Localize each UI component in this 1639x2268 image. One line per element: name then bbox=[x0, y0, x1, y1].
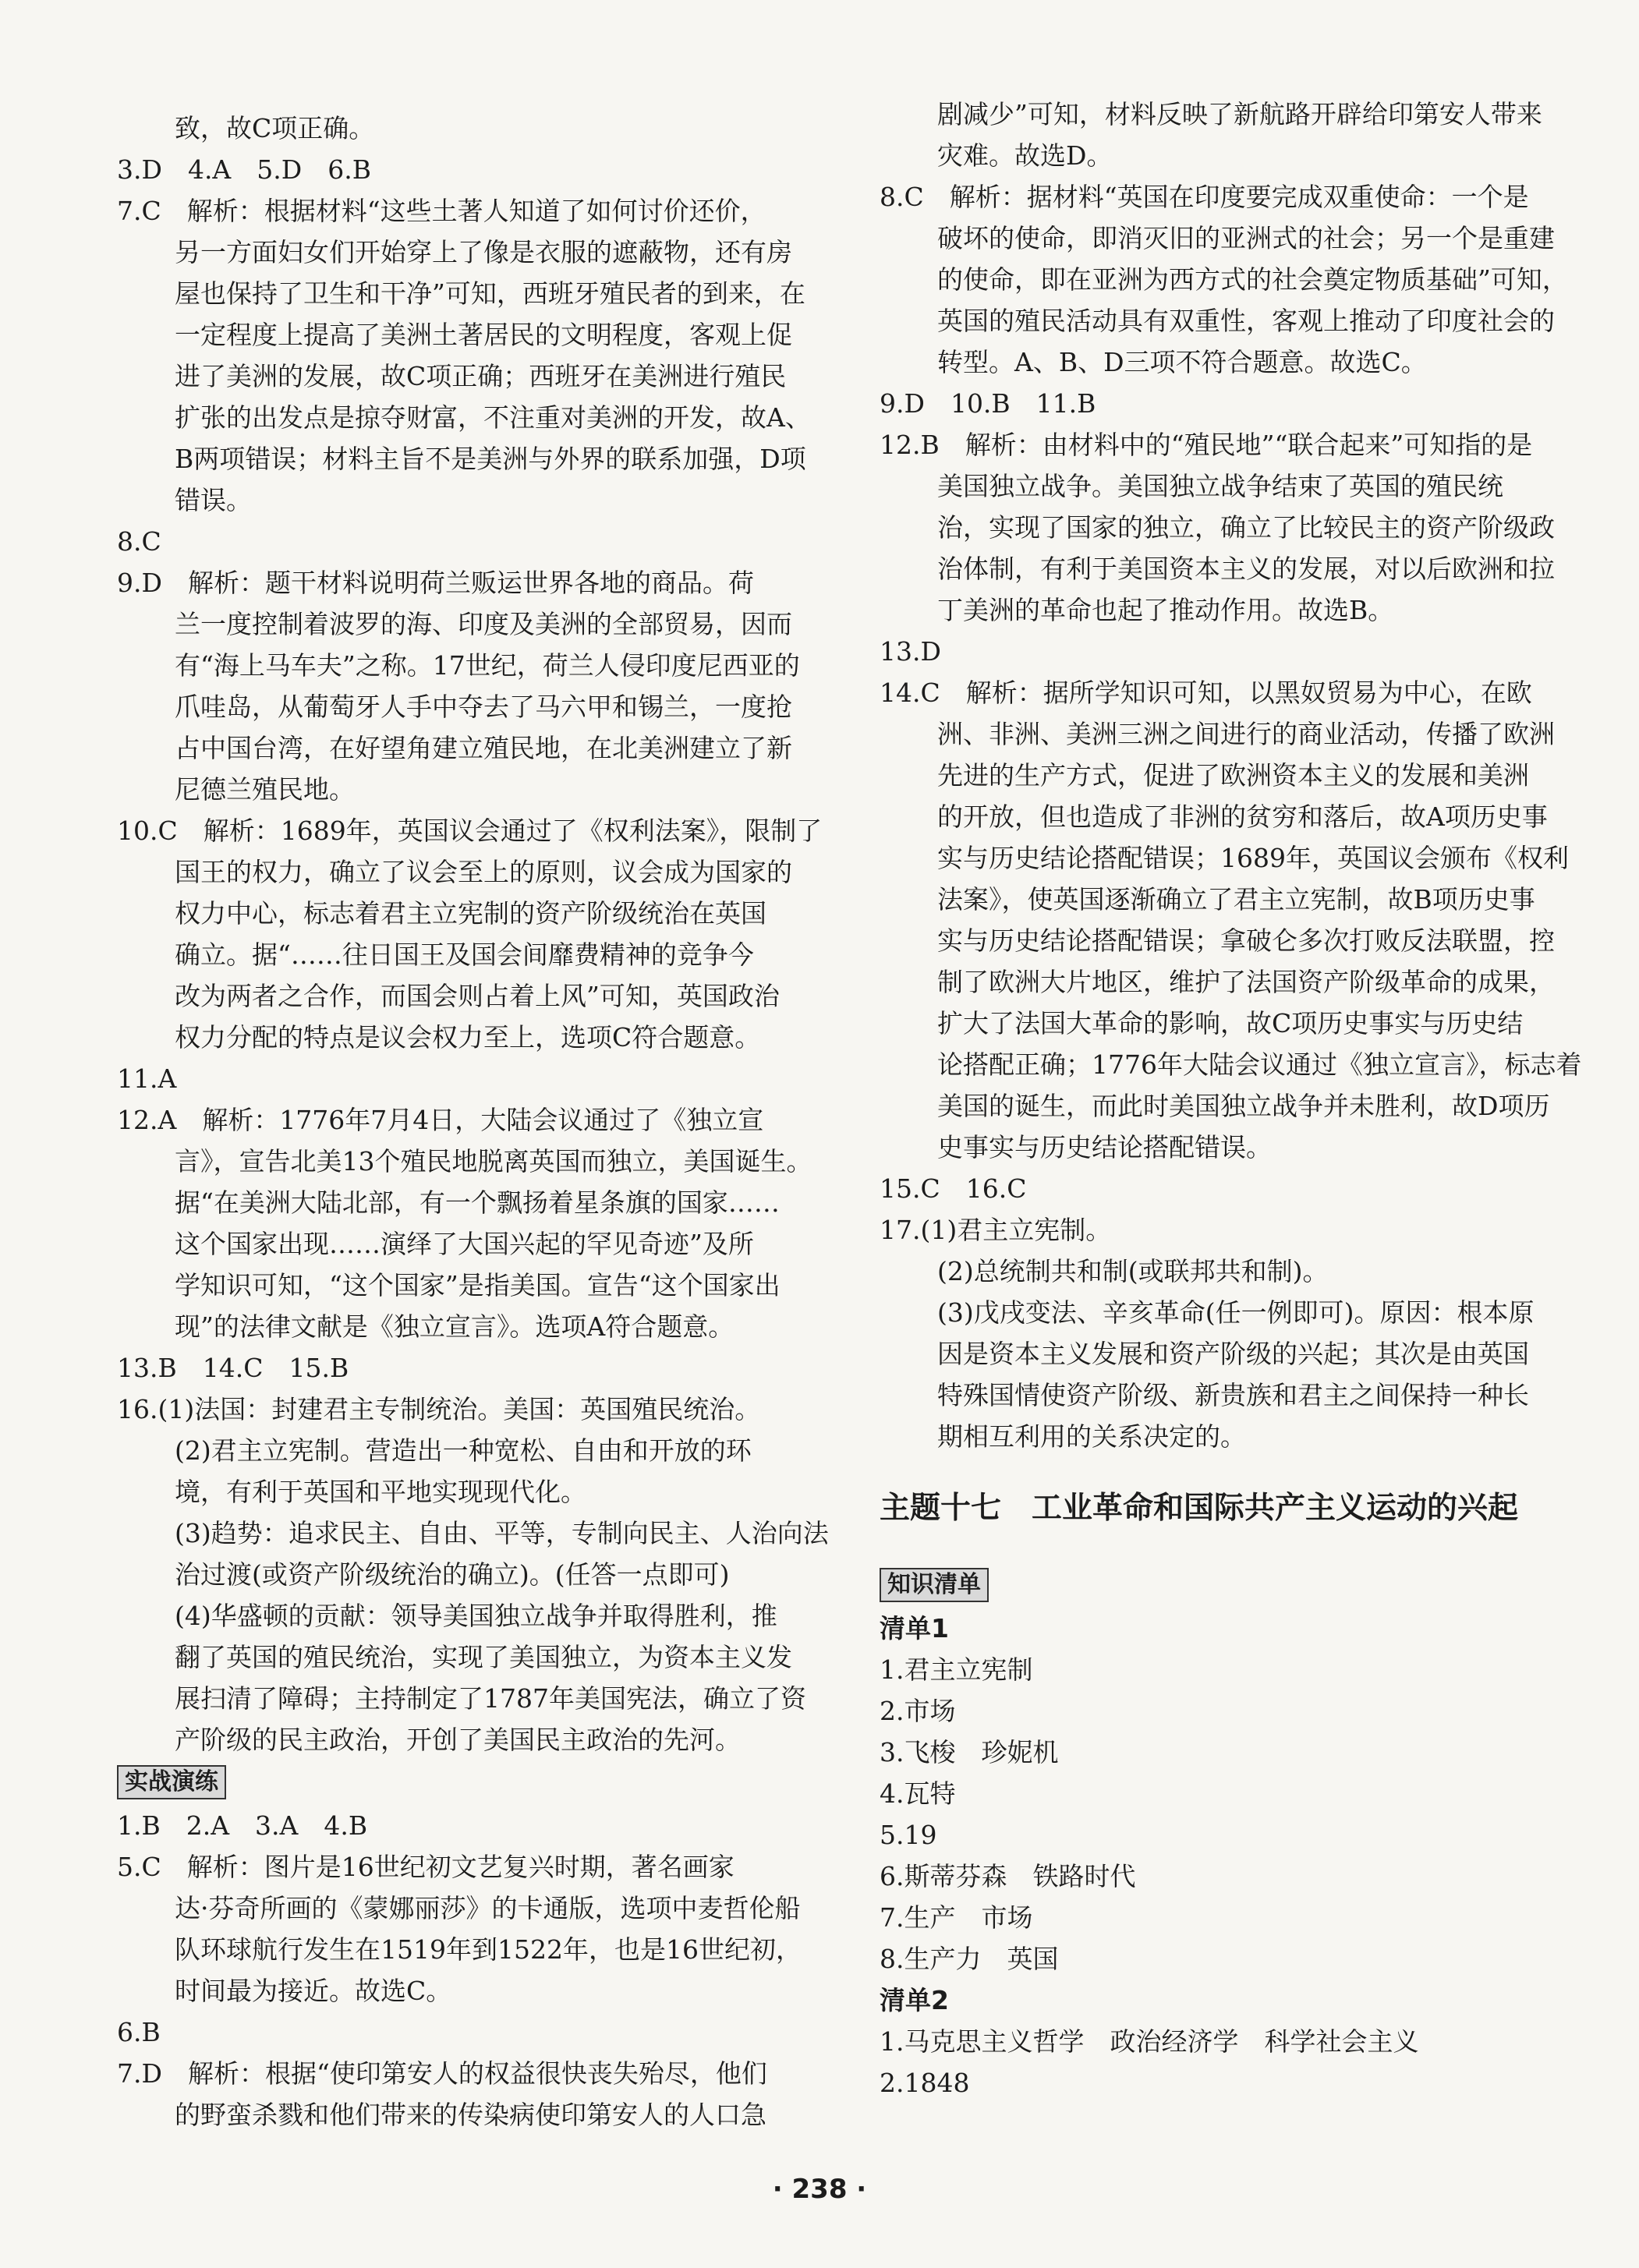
answer-line: 15.C 16.C bbox=[880, 1173, 1027, 1204]
answer-line: 1.君主立宪制 bbox=[880, 1654, 1033, 1685]
answer-line: 确立。据“……往日国王及国会间靡费精神的竞争今 bbox=[175, 939, 754, 970]
answer-line: 这个国家出现……演绎了大国兴起的罕见奇迹”及所 bbox=[175, 1229, 754, 1259]
list-heading: 清单1 bbox=[880, 1613, 949, 1644]
answer-line: 9.D 解析：题干材料说明荷兰贩运世界各地的商品。荷 bbox=[117, 568, 754, 598]
answer-line: 13.B 14.C 15.B bbox=[117, 1353, 349, 1383]
answer-line: 展扫清了障碍；主持制定了1787年美国宪法，确立了资 bbox=[175, 1683, 806, 1714]
answer-line: 爪哇岛，从葡萄牙人手中夺去了马六甲和锡兰，一度抢 bbox=[175, 692, 792, 722]
answer-line: 9.D 10.B 11.B bbox=[880, 388, 1096, 419]
answer-line: 7.生产 市场 bbox=[880, 1902, 1033, 1933]
answer-line: (2)君主立宪制。营造出一种宽松、自由和开放的环 bbox=[175, 1435, 752, 1466]
answer-line: 法案》，使英国逐渐确立了君主立宪制，故B项历史事 bbox=[937, 884, 1535, 915]
answer-line: 的使命，即在亚洲为西方式的社会奠定物质基础”可知， bbox=[937, 264, 1568, 295]
list-heading: 清单2 bbox=[880, 1985, 949, 2015]
answer-line: 另一方面妇女们开始穿上了像是衣服的遮蔽物，还有房 bbox=[175, 237, 792, 267]
answer-line: 达·芬奇所画的《蒙娜丽莎》的卡通版，选项中麦哲伦船 bbox=[175, 1893, 801, 1923]
answer-line: (3)戊戌变法、辛亥革命(任一例即可)。原因：根本原 bbox=[937, 1297, 1535, 1328]
answer-line: 学知识可知，“这个国家”是指美国。宣告“这个国家出 bbox=[175, 1270, 781, 1300]
answer-line: 6.B bbox=[117, 2017, 161, 2047]
section-badge: 知识清单 bbox=[880, 1568, 989, 1602]
answer-line: 7.D 解析：根据“使印第安人的权益很快丧失殆尽，他们 bbox=[117, 2058, 767, 2089]
section-badge-row bbox=[880, 1563, 1605, 1608]
answer-line: 10.C 解析：1689年，英国议会通过了《权利法案》，限制了 bbox=[117, 816, 823, 846]
answer-line: 丁美洲的革命也起了推动作用。故选B。 bbox=[937, 595, 1394, 625]
answer-line: (3)趋势：追求民主、自由、平等，专制向民主、人治向法 bbox=[175, 1518, 829, 1548]
answer-line: 尼德兰殖民地。 bbox=[175, 774, 355, 805]
answer-line: (4)华盛顿的贡献：领导美国独立战争并取得胜利，推 bbox=[175, 1601, 777, 1631]
answer-line: 2.市场 bbox=[880, 1696, 956, 1726]
answer-line: 论搭配正确；1776年大陆会议通过《独立宣言》，标志着 bbox=[937, 1049, 1582, 1080]
section-badge-row bbox=[117, 1760, 842, 1805]
right-column bbox=[880, 94, 1605, 2103]
answer-line: 先进的生产方式，促进了欧洲资本主义的发展和美洲 bbox=[937, 760, 1529, 791]
answer-line: 制了欧洲大片地区，维护了法国资产阶级革命的成果， bbox=[937, 967, 1555, 997]
answer-line: 言》，宣告北美13个殖民地脱离英国而独立，美国诞生。 bbox=[175, 1146, 812, 1176]
answer-line: 2.1848 bbox=[880, 2068, 970, 2098]
answer-line: 8.生产力 英国 bbox=[880, 1944, 1059, 1974]
answer-line: 8.C bbox=[117, 526, 161, 557]
answer-line: 屋也保持了卫生和干净”可知，西班牙殖民者的到来，在 bbox=[175, 278, 805, 309]
answer-line: 转型。A、B、D三项不符合题意。故选C。 bbox=[937, 347, 1427, 377]
answer-line: 据“在美洲大陆北部，有一个飘扬着星条旗的国家…… bbox=[175, 1187, 780, 1218]
answer-line: 8.C 解析：据材料“英国在印度要完成双重使命：一个是 bbox=[880, 182, 1529, 212]
answer-line: 治过渡(或资产阶级统治的确立)。(任答一点即可) bbox=[175, 1559, 730, 1590]
answer-line: 12.A 解析：1776年7月4日，大陆会议通过了《独立宣 bbox=[117, 1105, 764, 1135]
answer-line: 5.19 bbox=[880, 1820, 937, 1850]
answer-line: 错误。 bbox=[175, 485, 252, 515]
answer-line: 17.(1)君主立宪制。 bbox=[880, 1215, 1112, 1245]
answer-line: 进了美洲的发展，故C项正确；西班牙在美洲进行殖民 bbox=[175, 361, 787, 391]
answer-line: 13.D bbox=[880, 636, 941, 667]
answer-line: (2)总统制共和制(或联邦共和制)。 bbox=[937, 1256, 1329, 1286]
answer-line: 灾难。故选D。 bbox=[937, 140, 1113, 171]
answer-line: 权力中心，标志着君主立宪制的资产阶级统治在英国 bbox=[175, 898, 766, 929]
answer-line: 权力分配的特点是议会权力至上，选项C符合题意。 bbox=[175, 1022, 761, 1053]
answer-line: 的野蛮杀戮和他们带来的传染病使印第安人的人口急 bbox=[175, 2100, 766, 2130]
page-number: · 238 · bbox=[772, 2174, 867, 2205]
answer-line: 实与历史结论搭配错误；拿破仑多次打败反法联盟，控 bbox=[937, 925, 1555, 956]
answer-line: 期相互利用的关系决定的。 bbox=[937, 1421, 1246, 1452]
answer-line: 11.A bbox=[117, 1063, 177, 1094]
answer-line: B两项错误；材料主旨不是美洲与外界的联系加强，D项 bbox=[175, 444, 806, 474]
answer-line: 致，故C项正确。 bbox=[175, 113, 375, 143]
answer-line: 因是资本主义发展和资产阶级的兴起；其次是由英国 bbox=[937, 1339, 1529, 1369]
answer-line: 美国独立战争。美国独立战争结束了英国的殖民统 bbox=[937, 471, 1503, 501]
answer-line: 有“海上马车夫”之称。17世纪，荷兰人侵印度尼西亚的 bbox=[175, 650, 800, 681]
answer-line: 扩大了法国大革命的影响，故C项历史事实与历史结 bbox=[937, 1008, 1524, 1038]
answer-line: 翻了英国的殖民统治，实现了美国独立，为资本主义发 bbox=[175, 1642, 792, 1672]
answer-line: 特殊国情使资产阶级、新贵族和君主之间保持一种长 bbox=[937, 1380, 1529, 1410]
answer-line: 境，有利于英国和平地实现现代化。 bbox=[175, 1477, 586, 1507]
answer-line: 一定程度上提高了美洲土著居民的文明程度，客观上促 bbox=[175, 320, 792, 350]
answer-line: 1.B 2.A 3.A 4.B bbox=[117, 1810, 368, 1841]
answer-line: 史事实与历史结论搭配错误。 bbox=[937, 1132, 1272, 1162]
left-column bbox=[117, 108, 842, 2135]
answer-line: 洲、非洲、美洲三洲之间进行的商业活动，传播了欧洲 bbox=[937, 719, 1555, 749]
answer-line: 3.D 4.A 5.D 6.B bbox=[117, 154, 371, 185]
answer-line: 剧减少”可知，材料反映了新航路开辟给印第安人带来 bbox=[937, 99, 1542, 129]
section-badge: 实战演练 bbox=[117, 1765, 226, 1799]
answer-line: 6.斯蒂芬森 铁路时代 bbox=[880, 1861, 1136, 1891]
topic-heading: 主题十七 工业革命和国际共产主义运动的兴起 bbox=[880, 1491, 1519, 1526]
answer-line: 占中国台湾，在好望角建立殖民地，在北美洲建立了新 bbox=[175, 733, 792, 763]
answer-line: 7.C 解析：根据材料“这些土著人知道了如何讨价还价， bbox=[117, 196, 766, 226]
answer-line: 治体制，有利于美国资本主义的发展，对以后欧洲和拉 bbox=[937, 554, 1555, 584]
answer-line: 16.(1)法国：封建君主专制统治。美国：英国殖民统治。 bbox=[117, 1394, 761, 1424]
answer-line: 美国的诞生，而此时美国独立战争并未胜利，故D项历 bbox=[937, 1091, 1550, 1121]
answer-line: 12.B 解析：由材料中的“殖民地”“联合起来”可知指的是 bbox=[880, 430, 1533, 460]
answer-line: 治，实现了国家的独立，确立了比较民主的资产阶级政 bbox=[937, 512, 1555, 543]
answer-line: 4.瓦特 bbox=[880, 1778, 956, 1809]
answer-line: 扩张的出发点是掠夺财富，不注重对美洲的开发，故A、 bbox=[175, 402, 811, 433]
answer-line: 产阶级的民主政治，开创了美国民主政治的先河。 bbox=[175, 1725, 741, 1755]
answer-line: 3.飞梭 珍妮机 bbox=[880, 1737, 1059, 1767]
answer-line: 队环球航行发生在1519年到1522年，也是16世纪初， bbox=[175, 1934, 802, 1965]
answer-line: 现”的法律文献是《独立宣言》。选项A符合题意。 bbox=[175, 1311, 735, 1342]
answer-line: 1.马克思主义哲学 政治经济学 科学社会主义 bbox=[880, 2026, 1419, 2057]
answer-line: 时间最为接近。故选C。 bbox=[175, 1976, 452, 2006]
answer-line: 14.C 解析：据所学知识可知，以黑奴贸易为中心，在欧 bbox=[880, 678, 1532, 708]
answer-line: 破坏的使命，即消灭旧的亚洲式的社会；另一个是重建 bbox=[937, 223, 1555, 253]
answer-line: 实与历史结论搭配错误；1689年，英国议会颁布《权利 bbox=[937, 843, 1569, 873]
answer-line: 英国的殖民活动具有双重性，客观上推动了印度社会的 bbox=[937, 306, 1555, 336]
answer-line: 兰一度控制着波罗的海、印度及美洲的全部贸易，因而 bbox=[175, 609, 792, 639]
answer-line: 改为两者之合作，而国会则占着上风”可知，英国政治 bbox=[175, 981, 780, 1011]
answer-line: 的开放，但也造成了非洲的贫穷和落后，故A项历史事 bbox=[937, 801, 1548, 832]
answer-line: 国王的权力，确立了议会至上的原则，议会成为国家的 bbox=[175, 857, 792, 887]
answer-line: 5.C 解析：图片是16世纪初文艺复兴时期，著名画家 bbox=[117, 1852, 735, 1882]
